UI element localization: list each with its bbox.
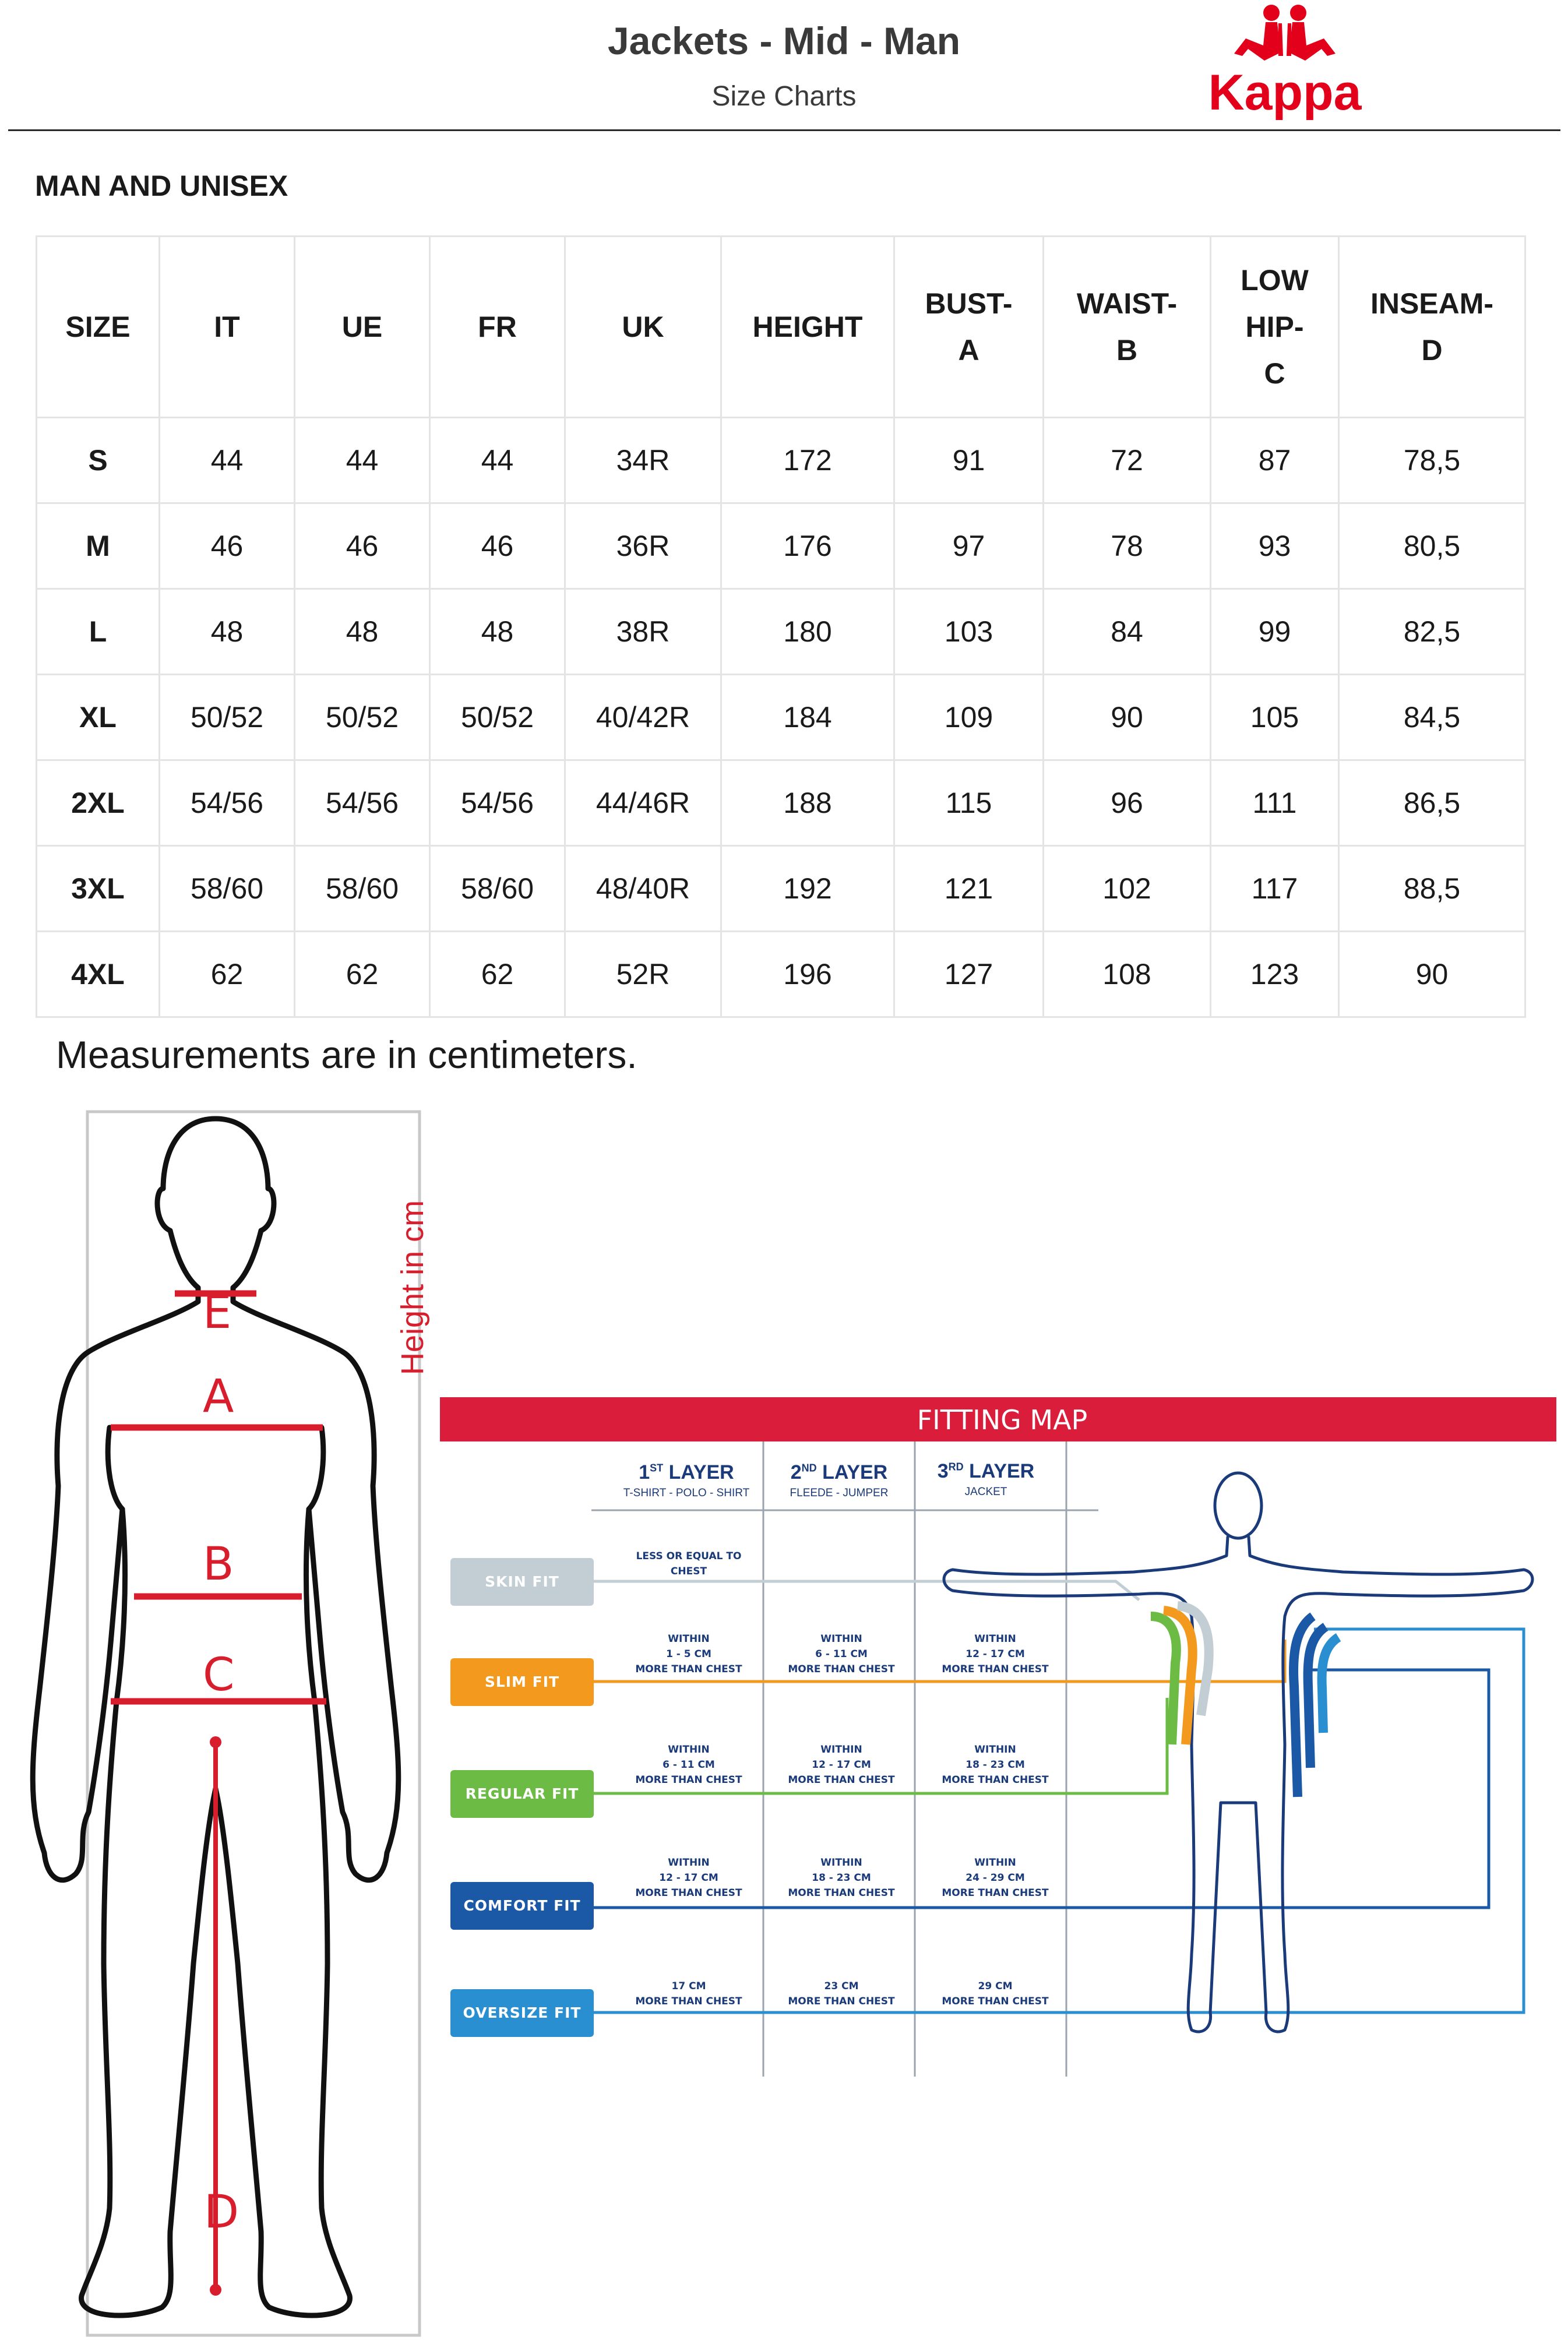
label-d: D [204, 2186, 239, 2239]
column-header: LOW HIP- C [1211, 237, 1339, 418]
oversize-sleeve [1322, 1637, 1338, 1733]
size-label-cell: 4XL [37, 932, 160, 1017]
table-cell: 111 [1211, 760, 1339, 846]
column-header: IT [160, 237, 295, 418]
table-cell: 86,5 [1339, 760, 1525, 846]
size-table [36, 235, 1526, 1018]
column-header: INSEAM- D [1339, 237, 1525, 418]
height-label: Height in cm [395, 1200, 430, 1375]
size-label-cell: 2XL [37, 760, 160, 846]
table-row [37, 418, 1525, 503]
comfort-fit-badge: COMFORT FIT [450, 1882, 594, 1930]
table-cell: 46 [160, 503, 295, 589]
table-cell: 87 [1211, 418, 1339, 503]
table-cell: 96 [1044, 760, 1211, 846]
size-label-cell: XL [37, 675, 160, 760]
page-title: Jackets - Mid - Man [607, 19, 961, 62]
size-label-cell: S [37, 418, 160, 503]
kappa-logo [1200, 0, 1369, 128]
fit-cell-skin-1: LESS OR EQUAL TO CHEST [636, 1550, 742, 1577]
table-row [37, 760, 1525, 846]
table-cell: 97 [894, 503, 1044, 589]
table-cell: 82,5 [1339, 589, 1525, 675]
header-divider [8, 129, 1560, 131]
table-row [37, 503, 1525, 589]
size-label-cell: 3XL [37, 846, 160, 932]
kappa-logo-text: Kappa [1208, 65, 1362, 121]
table-cell: 121 [894, 846, 1044, 932]
column-header: UK [565, 237, 721, 418]
table-cell: 109 [894, 675, 1044, 760]
table-cell: 90 [1339, 932, 1525, 1017]
table-cell: 108 [1044, 932, 1211, 1017]
table-cell: 54/56 [160, 760, 295, 846]
table-cell: 117 [1211, 846, 1339, 932]
table-cell: 184 [721, 675, 894, 760]
table-cell: 44/46R [565, 760, 721, 846]
table-cell: 123 [1211, 932, 1339, 1017]
table-cell: 196 [721, 932, 894, 1017]
table-cell: 78 [1044, 503, 1211, 589]
table-cell: 44 [295, 418, 430, 503]
table-cell: 46 [430, 503, 565, 589]
skin-fit-badge: SKIN FIT [450, 1558, 594, 1606]
column-header: WAIST- B [1044, 237, 1211, 418]
table-cell: 80,5 [1339, 503, 1525, 589]
fit-cell-regular-2: WITHIN 12 - 17 CM MORE THAN CHEST [788, 1744, 895, 1786]
oversize-fit-badge: OVERSIZE FIT [450, 1989, 594, 2037]
table-header-row [37, 237, 1525, 418]
fit-cell-comfort-2: WITHIN 18 - 23 CM MORE THAN CHEST [788, 1857, 895, 1899]
table-cell: 90 [1044, 675, 1211, 760]
table-cell: 91 [894, 418, 1044, 503]
table-cell: 188 [721, 760, 894, 846]
table-row [37, 675, 1525, 760]
column-header: FR [430, 237, 565, 418]
table-cell: 192 [721, 846, 894, 932]
label-b: B [203, 1538, 234, 1591]
fit-cell-oversize-3: 29 CM MORE THAN CHEST [942, 1980, 1049, 2007]
table-cell: 50/52 [430, 675, 565, 760]
layer-3-subtitle: JACKET [964, 1486, 1007, 1498]
table-cell: 46 [295, 503, 430, 589]
layer-2-title: 2ND LAYER [790, 1461, 888, 1483]
layer-1-subtitle: T-SHIRT - POLO - SHIRT [623, 1487, 750, 1499]
table-cell: 84,5 [1339, 675, 1525, 760]
table-cell: 50/52 [160, 675, 295, 760]
fit-cell-slim-1: WITHIN 1 - 5 CM MORE THAN CHEST [635, 1633, 742, 1675]
table-cell: 34R [565, 418, 721, 503]
fit-cell-comfort-3: WITHIN 24 - 29 CM MORE THAN CHEST [942, 1857, 1049, 1899]
table-cell: 88,5 [1339, 846, 1525, 932]
table-cell: 52R [565, 932, 721, 1017]
table-cell: 102 [1044, 846, 1211, 932]
table-cell: 44 [160, 418, 295, 503]
table-cell: 38R [565, 589, 721, 675]
table-cell: 72 [1044, 418, 1211, 503]
size-label-cell: L [37, 589, 160, 675]
size-label-cell: M [37, 503, 160, 589]
fit-cell-comfort-1: WITHIN 12 - 17 CM MORE THAN CHEST [635, 1857, 742, 1899]
table-cell: 40/42R [565, 675, 721, 760]
fit-cell-oversize-1: 17 CM MORE THAN CHEST [635, 1980, 742, 2007]
table-cell: 54/56 [430, 760, 565, 846]
column-header: BUST- A [894, 237, 1044, 418]
table-cell: 78,5 [1339, 418, 1525, 503]
table-row [37, 846, 1525, 932]
table-row [37, 589, 1525, 675]
measurement-note: Measurements are in centimeters. [56, 1033, 637, 1076]
table-cell: 48/40R [565, 846, 721, 932]
table-cell: 58/60 [295, 846, 430, 932]
table-cell: 58/60 [430, 846, 565, 932]
fit-cell-slim-3: WITHIN 12 - 17 CM MORE THAN CHEST [942, 1633, 1049, 1675]
oversize-fit-line [591, 1629, 1524, 2012]
table-cell: 115 [894, 760, 1044, 846]
table-cell: 48 [430, 589, 565, 675]
fit-cell-regular-1: WITHIN 6 - 11 CM MORE THAN CHEST [635, 1744, 742, 1786]
table-cell: 48 [295, 589, 430, 675]
table-cell: 44 [430, 418, 565, 503]
table-cell: 99 [1211, 589, 1339, 675]
regular-fit-badge: REGULAR FIT [450, 1770, 594, 1818]
fitting-map-title: FITTING MAP [917, 1404, 1088, 1436]
table-cell: 93 [1211, 503, 1339, 589]
body-measurement-figure [23, 1101, 443, 2342]
table-cell: 176 [721, 503, 894, 589]
table-cell: 180 [721, 589, 894, 675]
page-subtitle: Size Charts [711, 81, 857, 112]
table-cell: 103 [894, 589, 1044, 675]
layer-1-title: 1ST LAYER [639, 1461, 734, 1483]
layer-3-title: 3RD LAYER [937, 1460, 1035, 1482]
table-cell: 84 [1044, 589, 1211, 675]
label-e: E [203, 1286, 232, 1339]
fit-cell-oversize-2: 23 CM MORE THAN CHEST [788, 1980, 895, 2007]
table-cell: 62 [160, 932, 295, 1017]
column-header: UE [295, 237, 430, 418]
table-cell: 48 [160, 589, 295, 675]
table-cell: 127 [894, 932, 1044, 1017]
column-header: HEIGHT [721, 237, 894, 418]
fit-cell-slim-2: WITHIN 6 - 11 CM MORE THAN CHEST [788, 1633, 895, 1675]
table-cell: 62 [430, 932, 565, 1017]
table-cell: 105 [1211, 675, 1339, 760]
table-cell: 50/52 [295, 675, 430, 760]
layer-2-subtitle: FLEEDE - JUMPER [790, 1487, 889, 1499]
section-heading: MAN AND UNISEX [35, 170, 288, 202]
table-cell: 62 [295, 932, 430, 1017]
slim-fit-badge: SLIM FIT [450, 1658, 594, 1706]
label-c: C [203, 1649, 235, 1701]
table-cell: 36R [565, 503, 721, 589]
column-header: SIZE [37, 237, 160, 418]
label-a: A [203, 1370, 234, 1423]
table-cell: 172 [721, 418, 894, 503]
table-row [37, 932, 1525, 1017]
fit-cell-regular-3: WITHIN 18 - 23 CM MORE THAN CHEST [942, 1744, 1049, 1786]
table-cell: 58/60 [160, 846, 295, 932]
table-cell: 54/56 [295, 760, 430, 846]
